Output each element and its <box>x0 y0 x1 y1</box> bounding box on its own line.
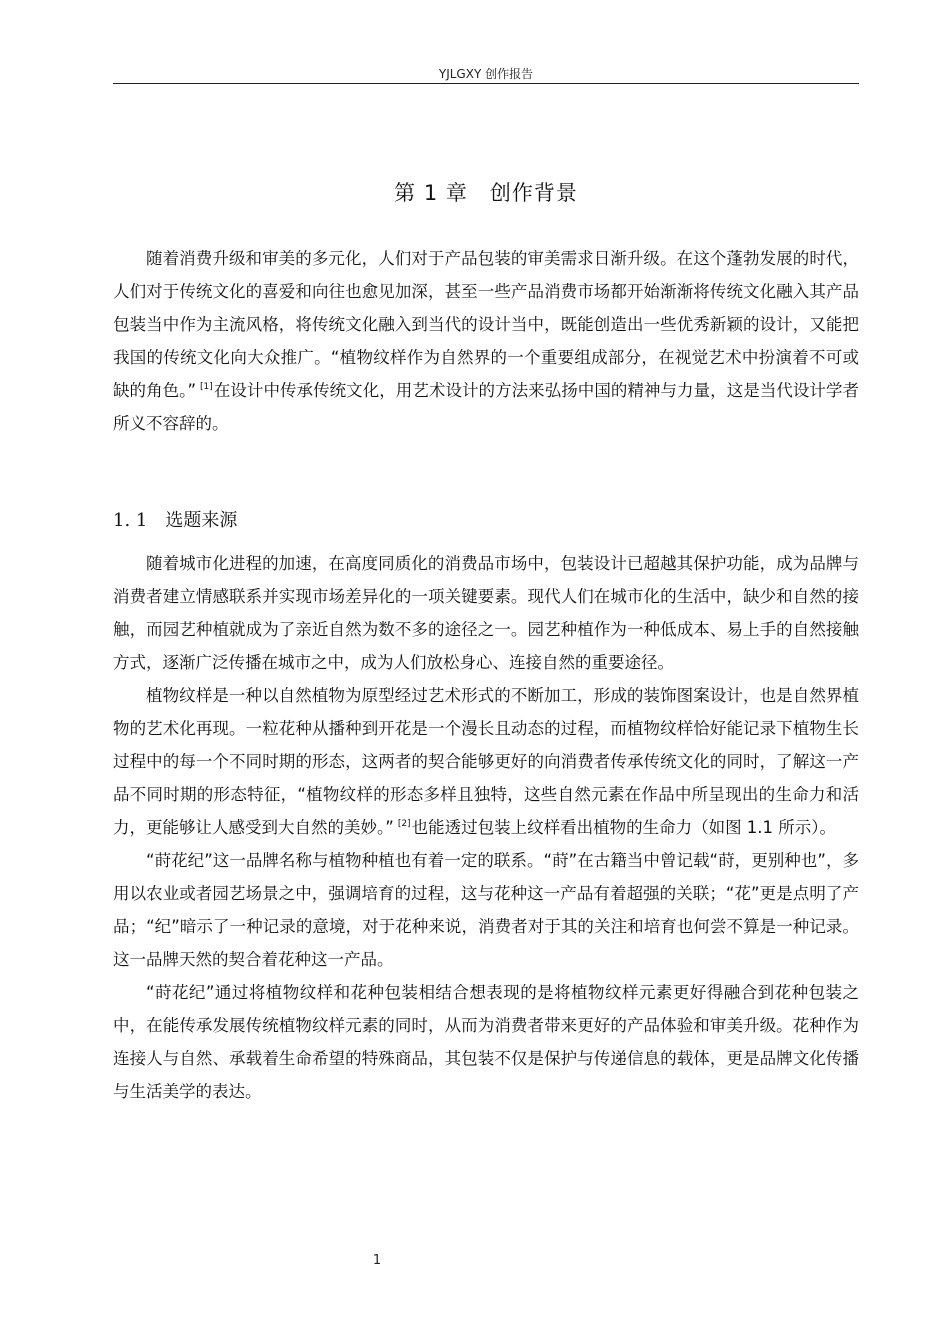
header-rule <box>113 83 859 84</box>
paragraph-4: “莳花纪”通过将植物纹样和花种包装相结合想表现的是将植物纹样元素更好得融合到花种包装之中，在能传承发展传统植物纹样元素的同时，从而为消费者带来更好的产品体验和审美升级。花种作为连接人与自然、承载着生命希望的特殊商品，其包装不仅是保护与传递信息的载体，更是品牌文化传播与生活美学的表达。 <box>113 983 859 1101</box>
running-header: YJLGXY 创作报告 <box>438 67 534 81</box>
paragraph-1: 随着城市化进程的加速，在高度同质化的消费品市场中，包装设计已超越其保护功能，成为品牌与消费者建立情感联系并实现市场差异化的一项关键要素。现代人们在城市化的生活中，缺少和自然的接触，而园艺种植就成为了亲近自然为数不多的途径之一。园艺种植作为一种低成本、易上手的自然接触方式，逐渐广泛传播在城市之中，成为人们放松身心、连接自然的重要途径。 <box>113 554 859 672</box>
chapter-title: 第 1 章 创作背景 <box>394 181 578 205</box>
intro-text-b: 在设计中传承传统文化，用艺术设计的方法来弘扬中国的精神与力量，这是当代设计学者所义不容辞的。 <box>113 381 859 433</box>
paragraph-2-text-a: 植物纹样是一种以自然植物为原型经过艺术形式的不断加工，形成的装饰图案设计，也是自然界植物的艺术化再现。一粒花种从播种到开花是一个漫长且动态的过程，而植物纹样恰好能记录下植物生长过程中的每一个不同时期的形态，这两者的契合能够更好的向消费者传承传统文化的同时，了解这一产品不同时期的形态特征，“植物纹样的形态多样且独特，这些自然元素在作品中所呈现出的生命力和活力，更能够让人感受到大自然的美妙。” <box>113 686 859 837</box>
citation-1: [1] <box>200 382 213 392</box>
chapter-intro <box>113 242 859 440</box>
paragraph-3: “莳花纪”这一品牌名称与植物种植也有着一定的联系。“莳”在古籍当中曾记载“莳，更别种也”，多用以农业或者园艺场景之中，强调培育的过程，这与花种这一产品有着超强的关联；“花”更是点明了产品；“纪”暗示了一种记录的意境，对于花种来说，消费者对于其的关注和培育也何尝不算是一种记录。这一品牌天然的契合着花种这一产品。 <box>113 851 859 969</box>
intro-paragraph <box>113 242 859 440</box>
citation-2: [2] <box>397 819 411 829</box>
section-title: 选题来源 <box>165 510 238 531</box>
paragraph-2-text-b: 也能透过包装上纹样看出植物的生命力（如图 1.1 所示）。 <box>411 818 837 837</box>
section-body <box>113 547 859 1108</box>
section-heading <box>113 504 237 538</box>
intro-text-a: 随着消费升级和审美的多元化，人们对于产品包装的审美需求日渐升级。在这个蓬勃发展的时代，人们对于传统文化的喜爱和向往也愈见加深，甚至一些产品消费市场都开始渐渐将传统文化融入其产品包装当中作为主流风格，将传统文化融入到当代的设计当中，既能创造出一些优秀新颖的设计，又能把我国的传统文化向大众推广。“植物纹样作为自然界的一个重要组成部分，在视觉艺术中扮演着不可或缺的角色。” <box>113 249 859 400</box>
page-number: 1 <box>372 1253 382 1268</box>
paragraph-2 <box>113 679 859 844</box>
section-number: 1. 1 <box>113 510 148 531</box>
